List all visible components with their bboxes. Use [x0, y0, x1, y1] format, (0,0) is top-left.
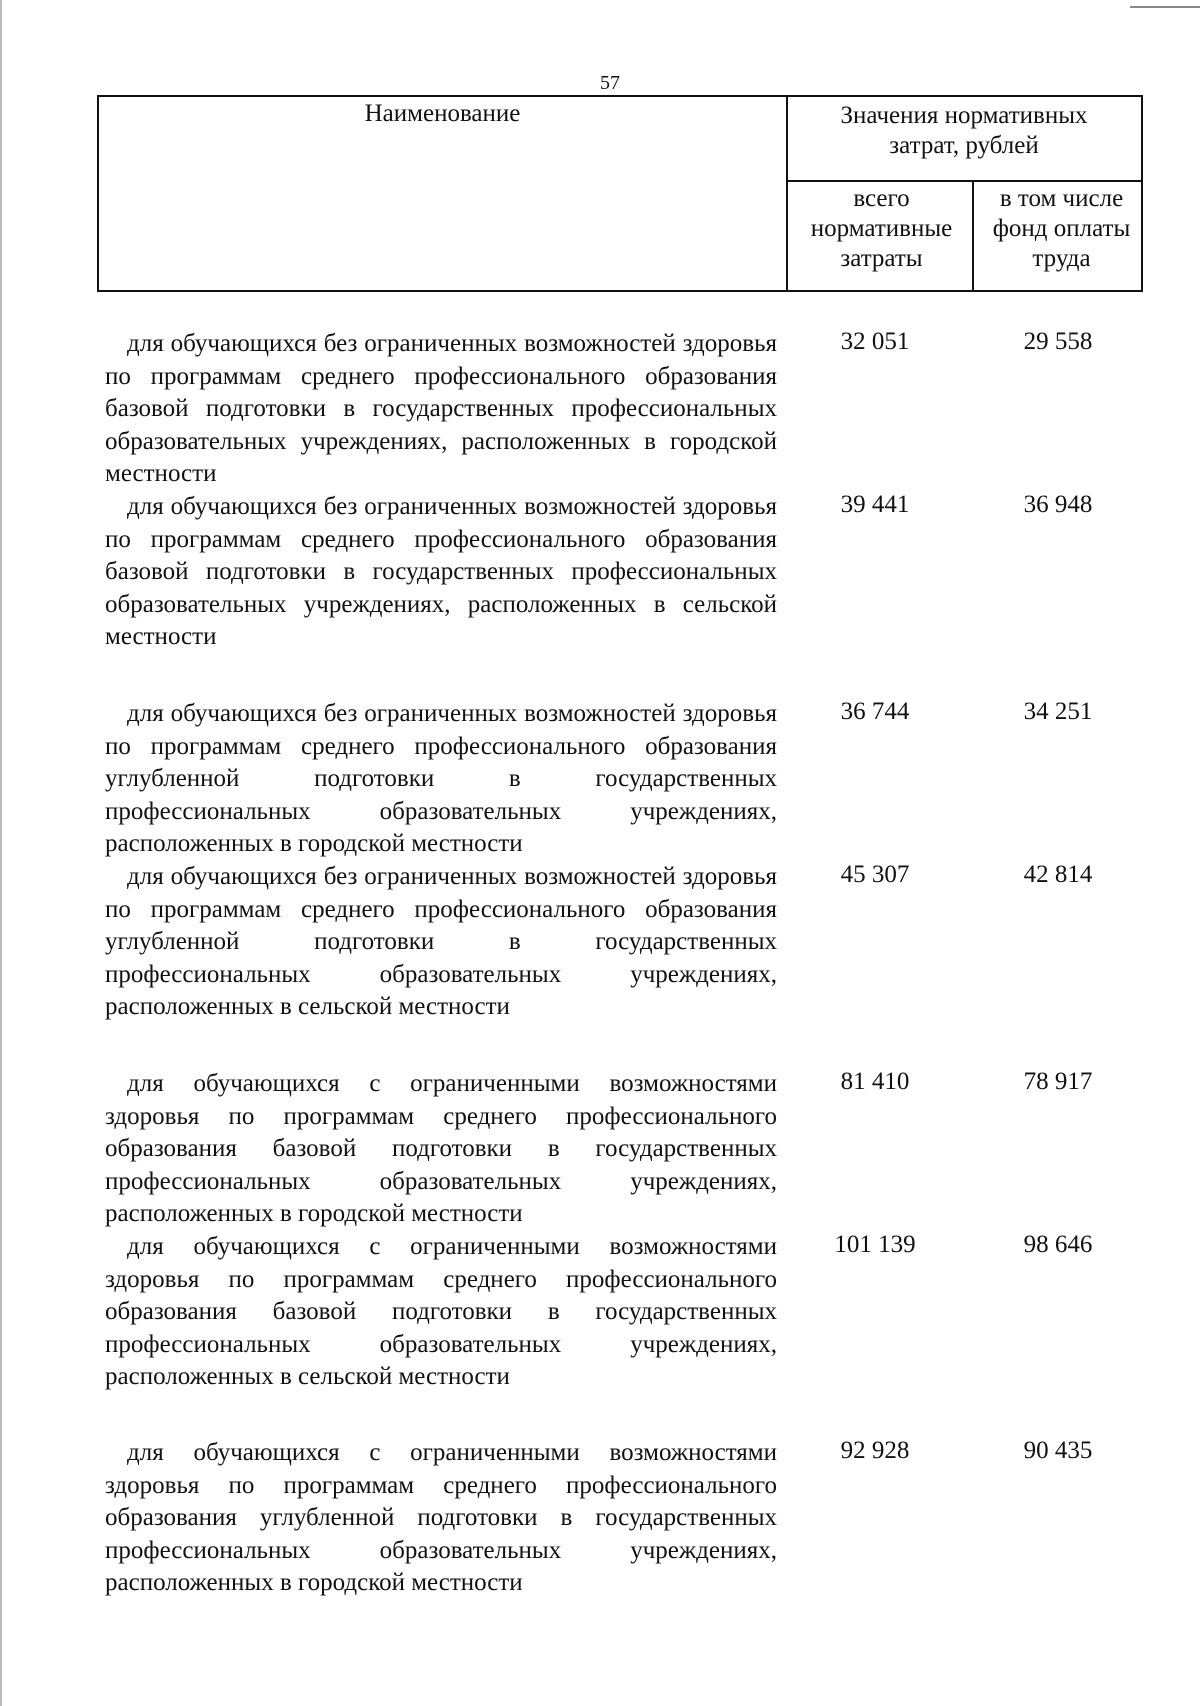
row-name: для обучающихся без ограниченных возможностей здоровья по программам среднего профессионального образования углубленной подготовки в государственных профессиональных образовательных учреждениях, расположенных в городской местности — [105, 700, 777, 857]
row-total-value: 39 441 — [840, 491, 910, 518]
row-fund-value: 98 646 — [1023, 1231, 1093, 1258]
row-total-value: 81 410 — [840, 1068, 910, 1095]
row-fund-value: 34 251 — [1023, 698, 1093, 725]
row-total-value: 36 744 — [840, 698, 910, 725]
row-total-value: 92 928 — [840, 1437, 910, 1464]
row-total-value: 101 139 — [834, 1231, 916, 1258]
header-divider-subcolumn — [972, 180, 974, 290]
scan-edge — [0, 0, 2, 1706]
header-name-column: Наименование — [364, 100, 521, 127]
page-number: 57 — [600, 72, 620, 94]
table-header — [97, 95, 1143, 292]
row-total-value: 45 307 — [840, 861, 910, 888]
header-total-column: всего нормативные затраты — [810, 185, 953, 272]
scan-mark — [1130, 6, 1200, 8]
header-divider-vertical — [786, 97, 788, 290]
header-divider-horizontal — [786, 180, 1143, 182]
header-fund-column: в том числе фонд оплаты труда — [992, 185, 1131, 272]
row-fund-value: 78 917 — [1023, 1068, 1093, 1095]
row-name: для обучающихся без ограниченных возможностей здоровья по программам среднего профессионального образования базовой подготовки в государственных профессиональных образовательных учреждениях, расположенных в городской местности — [105, 330, 777, 487]
row-name: для обучающихся с ограниченными возможностями здоровья по программам среднего профессионального образования базовой подготовки в государственных профессиональных образовательных учреждениях, расположенных в городской местности — [105, 1070, 777, 1227]
row-name: для обучающихся с ограниченными возможностями здоровья по программам среднего профессионального образования базовой подготовки в государственных профессиональных образовательных учреждениях, расположенных в сельской местности — [105, 1233, 777, 1390]
header-values-group: Значения нормативных затрат, рублей — [840, 102, 1088, 159]
row-fund-value: 29 558 — [1023, 328, 1093, 355]
row-name: для обучающихся с ограниченными возможностями здоровья по программам среднего профессионального образования углубленной подготовки в государственных профессиональных образовательных учреждениях, расположенных в городской местности — [105, 1439, 777, 1596]
row-fund-value: 42 814 — [1023, 861, 1093, 888]
row-fund-value: 36 948 — [1023, 491, 1093, 518]
row-total-value: 32 051 — [840, 328, 910, 355]
row-fund-value: 90 435 — [1023, 1437, 1093, 1464]
row-name: для обучающихся без ограниченных возможностей здоровья по программам среднего профессионального образования углубленной подготовки в государственных профессиональных образовательных учреждениях, расположенных в сельской местности — [105, 863, 777, 1020]
row-name: для обучающихся без ограниченных возможностей здоровья по программам среднего профессионального образования базовой подготовки в государственных профессиональных образовательных учреждениях, расположенных в сельской местности — [105, 493, 777, 650]
